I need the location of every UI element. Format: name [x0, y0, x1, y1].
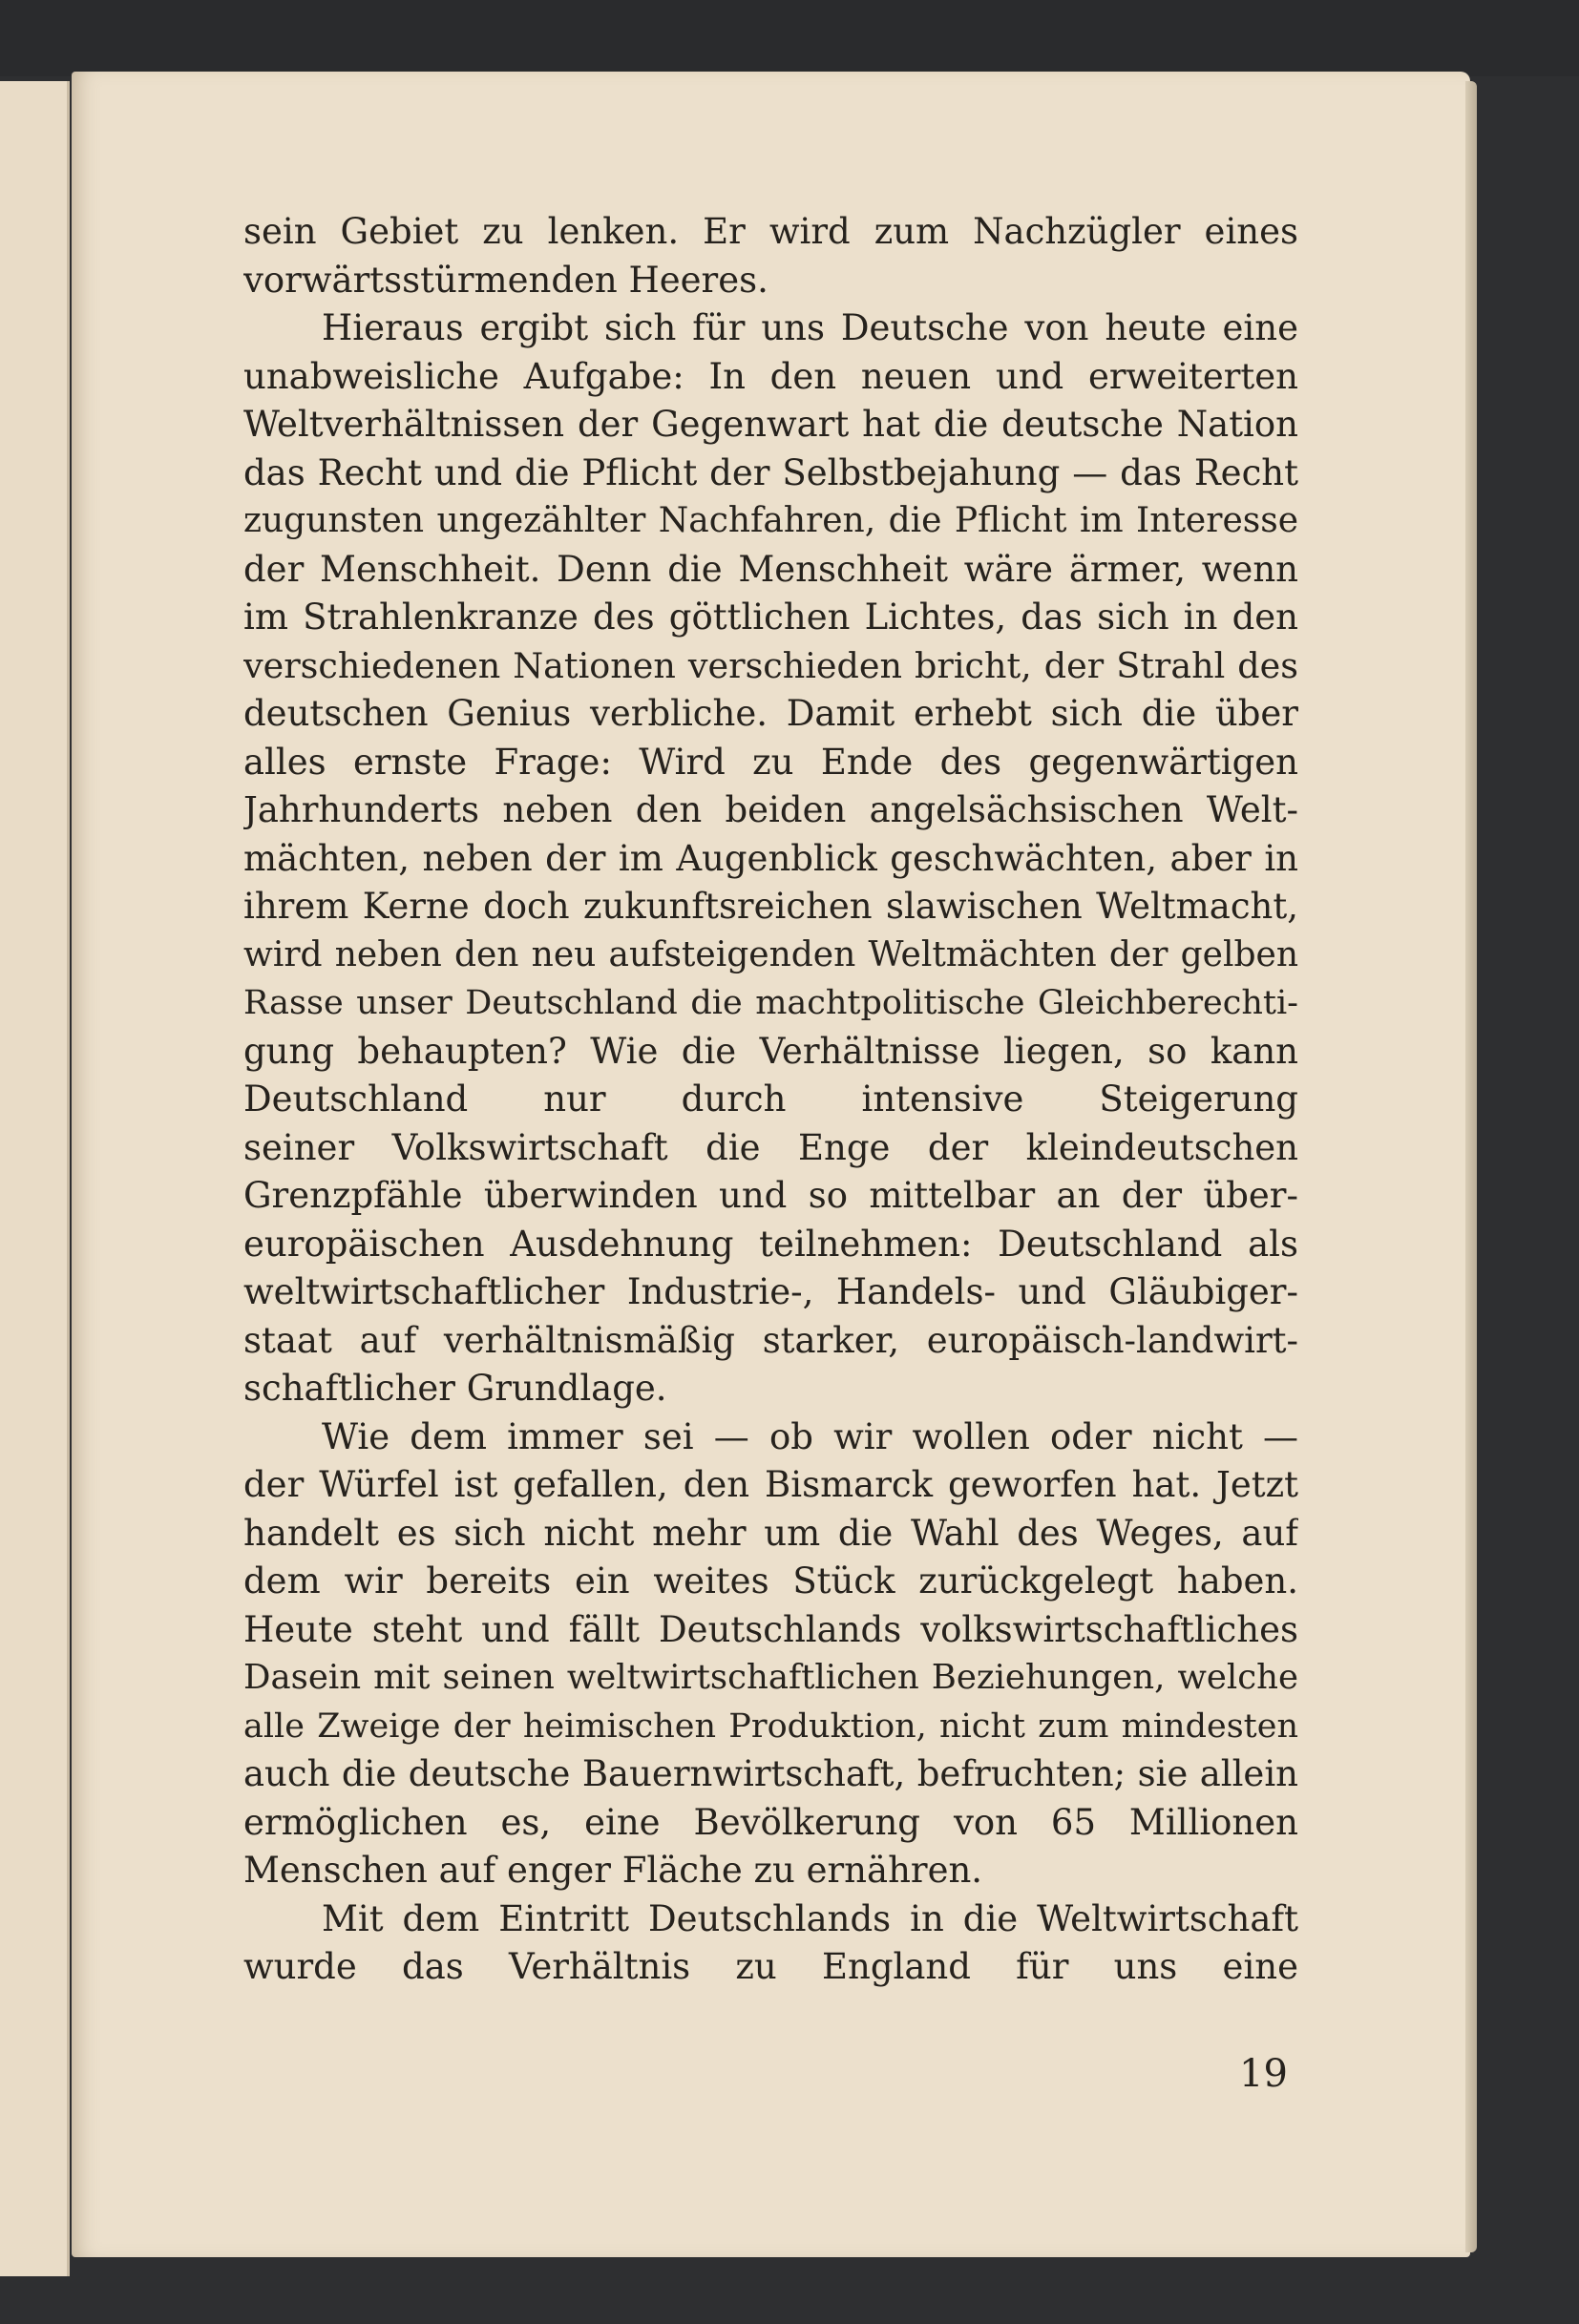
text-line: sein Gebiet zu lenken. Er wird zum Nachzügler eines [243, 211, 1298, 252]
text-line: das Recht und die Pflicht der Selbstbejahung — das Recht [243, 451, 1298, 493]
page-number: 19 [1239, 2052, 1288, 2096]
text-line: vorwärtsstürmenden Heeres. [243, 259, 768, 301]
body-text [243, 208, 1298, 1992]
text-line: Rasse unser Deutschland die machtpolitische Gleichberechti- [243, 984, 1298, 1022]
text-line: mächten, neben der im Augenblick geschwächten, aber in [243, 837, 1298, 879]
previous-page-edge [0, 81, 70, 2276]
text-line: der Menschheit. Denn die Menschheit wäre ärmer, wenn [243, 548, 1298, 590]
text-line: weltwirtschaftlicher Industrie-, Handels- und Gläubiger- [243, 1271, 1298, 1312]
text-line: gung behaupten? Wie die Verhältnisse liegen, so kann [243, 1030, 1298, 1072]
text-line: verschiedenen Nationen verschieden bricht, der Strahl des [243, 644, 1298, 686]
text-line: wird neben den neu aufsteigenden Weltmächten der gelben [243, 934, 1298, 974]
text-line: Weltverhältnissen der Gegenwart hat die deutsche Nation [243, 404, 1298, 445]
text-line: handelt es sich nicht mehr um die Wahl des Weges, auf [243, 1512, 1298, 1554]
text-line: Jahrhunderts neben den beiden angelsächsischen Welt- [243, 789, 1298, 830]
text-line: dem wir bereits ein weites Stück zurückgelegt haben. [243, 1560, 1298, 1602]
text-line: der Würfel ist gefallen, den Bismarck geworfen hat. Jetzt [243, 1464, 1298, 1505]
text-line: schaftlicher Grundlage. [243, 1368, 667, 1409]
text-line: auch die deutsche Bauernwirtschaft, befruchten; sie allein [243, 1753, 1298, 1794]
text-line: alles ernste Frage: Wird zu Ende des gegenwärtigen [243, 741, 1298, 783]
text-line: unabweisliche Aufgabe: In den neuen und erweiterten [243, 355, 1298, 397]
text-line: Mit dem Eintritt Deutschlands in die Weltwirtschaft [322, 1897, 1298, 1939]
text-line: deutschen Genius verbliche. Damit erhebt sich die über [243, 693, 1298, 734]
page-edge [1465, 81, 1477, 2252]
text-line: ermöglichen es, eine Bevölkerung von 65 Millionen [243, 1801, 1298, 1843]
text-line: Deutschland nur durch intensive Steigerung [243, 1078, 1298, 1120]
text-line: seiner Volkswirtschaft die Enge der kleindeutschen [243, 1126, 1298, 1168]
text-line: Menschen auf enger Fläche zu ernähren. [243, 1850, 983, 1891]
text-line: zugunsten ungezählter Nachfahren, die Pflicht im Interesse [243, 501, 1298, 540]
text-line: Hieraus ergibt sich für uns Deutsche von heute eine [322, 307, 1298, 348]
text-line: ihrem Kerne doch zukunftsreichen slawischen Weltmacht, [243, 886, 1298, 927]
text-line: europäischen Ausdehnung teilnehmen: Deutschland als [243, 1223, 1298, 1265]
text-line: Dasein mit seinen weltwirtschaftlichen Beziehungen, welche [243, 1658, 1298, 1697]
scanner-backdrop [0, 0, 1579, 76]
text-line: alle Zweige der heimischen Produktion, nicht zum mindesten [243, 1706, 1298, 1746]
text-line: wurde das Verhältnis zu England für uns eine [243, 1946, 1298, 1987]
text-line: Grenzpfähle überwinden und so mittelbar an der über- [243, 1175, 1298, 1216]
text-line: staat auf verhältnismäßig starker, europäisch-landwirt- [243, 1319, 1298, 1361]
text-line: Wie dem immer sei — ob wir wollen oder nicht — [322, 1415, 1298, 1457]
text-line: Heute steht und fällt Deutschlands volkswirtschaftliches [243, 1608, 1298, 1650]
text-line: im Strahlenkranze des göttlichen Lichtes, das sich in den [243, 597, 1298, 638]
